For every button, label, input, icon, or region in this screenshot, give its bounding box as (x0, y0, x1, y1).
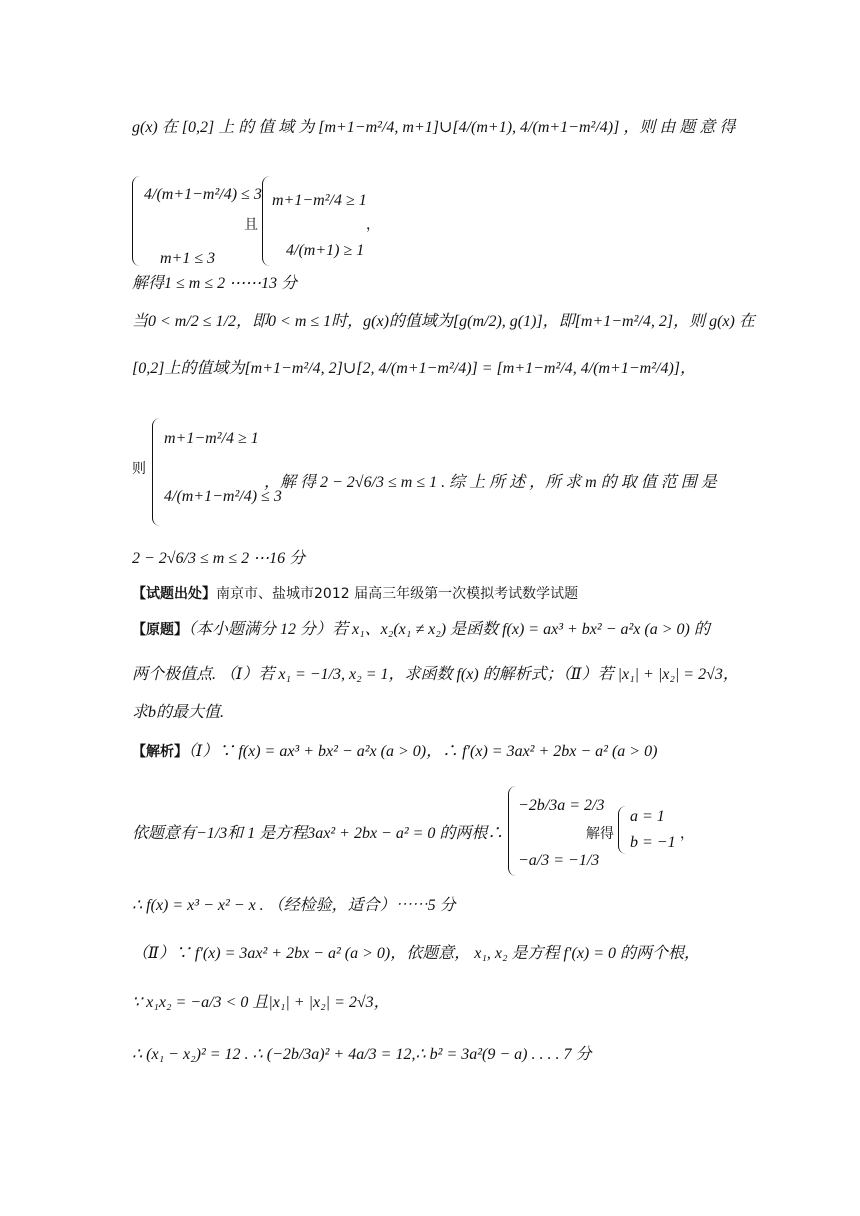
system1-ineq4: 4/(m+1) ≥ 1 (286, 242, 365, 259)
solution-line-6 (132, 1044, 732, 1065)
system2-ineq2: 4/(m+1−m²/4) ≤ 3 (164, 488, 282, 505)
sol2-eq2: −a/3 = −1/3 (518, 852, 600, 869)
range-statement: g(x) 在 [0,2] 上 的 值 域 为 [m+1−m²/4, m+1]∪[4/(m+1), 4/(m+1−m²/4)] ，则 由 题 意 得 (132, 119, 736, 136)
final-range-text: 2 − 2√6/3 ≤ m ≤ 2 ⋯16 分 (132, 550, 306, 567)
case-text: 当0 < m/2 ≤ 1/2，即0 < m ≤ 1时，g(x)的值域为[g(m/2), g(1)]，即[m+1−m²/4, 2]，则 g(x) 在 (132, 313, 755, 330)
system2-row1 (164, 428, 764, 449)
solution-line-4 (132, 943, 732, 964)
left-brace-3 (152, 418, 161, 526)
conclusion-text: ，解 得 2 − 2√6/3 ≤ m ≤ 1 . 综 上 所 述 ，所 求 m 的 取 值 范 围 是 (264, 474, 717, 491)
solution-text-2: 依题意有−1/3和 1 是方程3ax² + 2bx − a² = 0 的两根∴ (132, 825, 504, 842)
result-b: b = −1 (630, 834, 676, 851)
orig-text-2: 两个极值点. （Ⅰ）若 x₁ = −1/3, x₂ = 1，求函数 f(x) 的解析式；（Ⅱ）若 |x₁| + |x₂| = 2√3， (132, 666, 739, 683)
solution-line-5 (132, 992, 732, 1013)
solution-text-4: （Ⅱ）∵ f′(x) = 3ax² + 2bx − a² (a > 0)，依题意， x₁, x₂ 是方程 f′(x) = 0 的两个根， (132, 945, 701, 962)
system1-row4 (286, 240, 860, 261)
sol2-comma (680, 823, 700, 844)
sol2-system-row2 (518, 850, 628, 871)
left-brace-4 (508, 786, 517, 876)
system1-ineq2: m+1 ≤ 3 (160, 250, 216, 267)
solution-line-1 (132, 741, 732, 762)
orig-text-3: 求b的最大值. (132, 704, 225, 721)
system1-row3 (272, 190, 860, 211)
left-brace-2 (262, 176, 271, 266)
source-label: 【试题出处】 (132, 586, 216, 602)
orig-line-1 (132, 619, 732, 640)
solution-label: 【解析】 (132, 744, 188, 760)
solution-line-3 (132, 895, 732, 916)
range-union-text: [0,2]上的值域为[m+1−m²/4, 2]∪[2, 4/(m+1−m²/4)] = [m+1−m²/4, 4/(m+1−m²/4)]， (132, 360, 697, 377)
system1-comma (366, 214, 860, 235)
solution-text: （Ⅰ）∵ f(x) = ax³ + bx² − a²x (a > 0)，∴ f′(x) = 3ax² + 2bx − a² (a > 0) (188, 743, 658, 760)
sol2-eq1: −2b/3a = 2/3 (518, 797, 605, 814)
system2-ineq1: m+1−m²/4 ≥ 1 (164, 430, 259, 447)
solve-result-13 (132, 273, 732, 294)
then-label: 则 (132, 461, 146, 477)
orig-text: （本小题满分 12 分）若 x₁、x₂(x₁ ≠ x₂) 是函数 f(x) = ax³ + bx² − a²x (a > 0) 的 (188, 621, 710, 638)
system1-ineq1: 4/(m+1−m²/4) ≤ 3 (144, 186, 262, 203)
solution-text-5: ∵ x₁x₂ = −a/3 < 0 且|x₁| + |x₂| = 2√3， (132, 994, 390, 1011)
solve-text: 解得1 ≤ m ≤ 2 ⋯⋯13 分 (132, 275, 298, 292)
and-label: 且 (244, 217, 258, 233)
orig-label: 【原题】 (132, 622, 188, 638)
text-line-range (132, 117, 736, 138)
final-range-16 (132, 548, 732, 569)
solution-text-3: ∴ f(x) = x³ − x² − x . （经检验，适合）⋯⋯5 分 (132, 897, 456, 914)
source-line (132, 583, 732, 604)
system2-conclusion (264, 472, 734, 493)
range-union-line (132, 358, 732, 379)
sol2-system-row1 (518, 795, 628, 816)
solve-label: 解得 (586, 826, 614, 842)
left-brace-5 (618, 806, 627, 854)
comma: ， (366, 217, 380, 233)
comma-2: ， (680, 826, 694, 842)
case-line (132, 311, 755, 332)
solution-text-6: ∴ (x₁ − x₂)² = 12 . ∴ (−2b/3a)² + 4a/3 = 12,∴ b² = 3a²(9 − a) . . . . 7 分 (132, 1046, 592, 1063)
result-a: a = 1 (630, 808, 665, 825)
source-text: 南京市、盐城市2012 届高三年级第一次模拟考试数学试题 (216, 586, 579, 602)
left-brace-1 (132, 176, 141, 266)
orig-line-3 (132, 702, 732, 723)
system1-ineq3: m+1−m²/4 ≥ 1 (272, 192, 367, 209)
orig-line-2 (132, 664, 739, 685)
